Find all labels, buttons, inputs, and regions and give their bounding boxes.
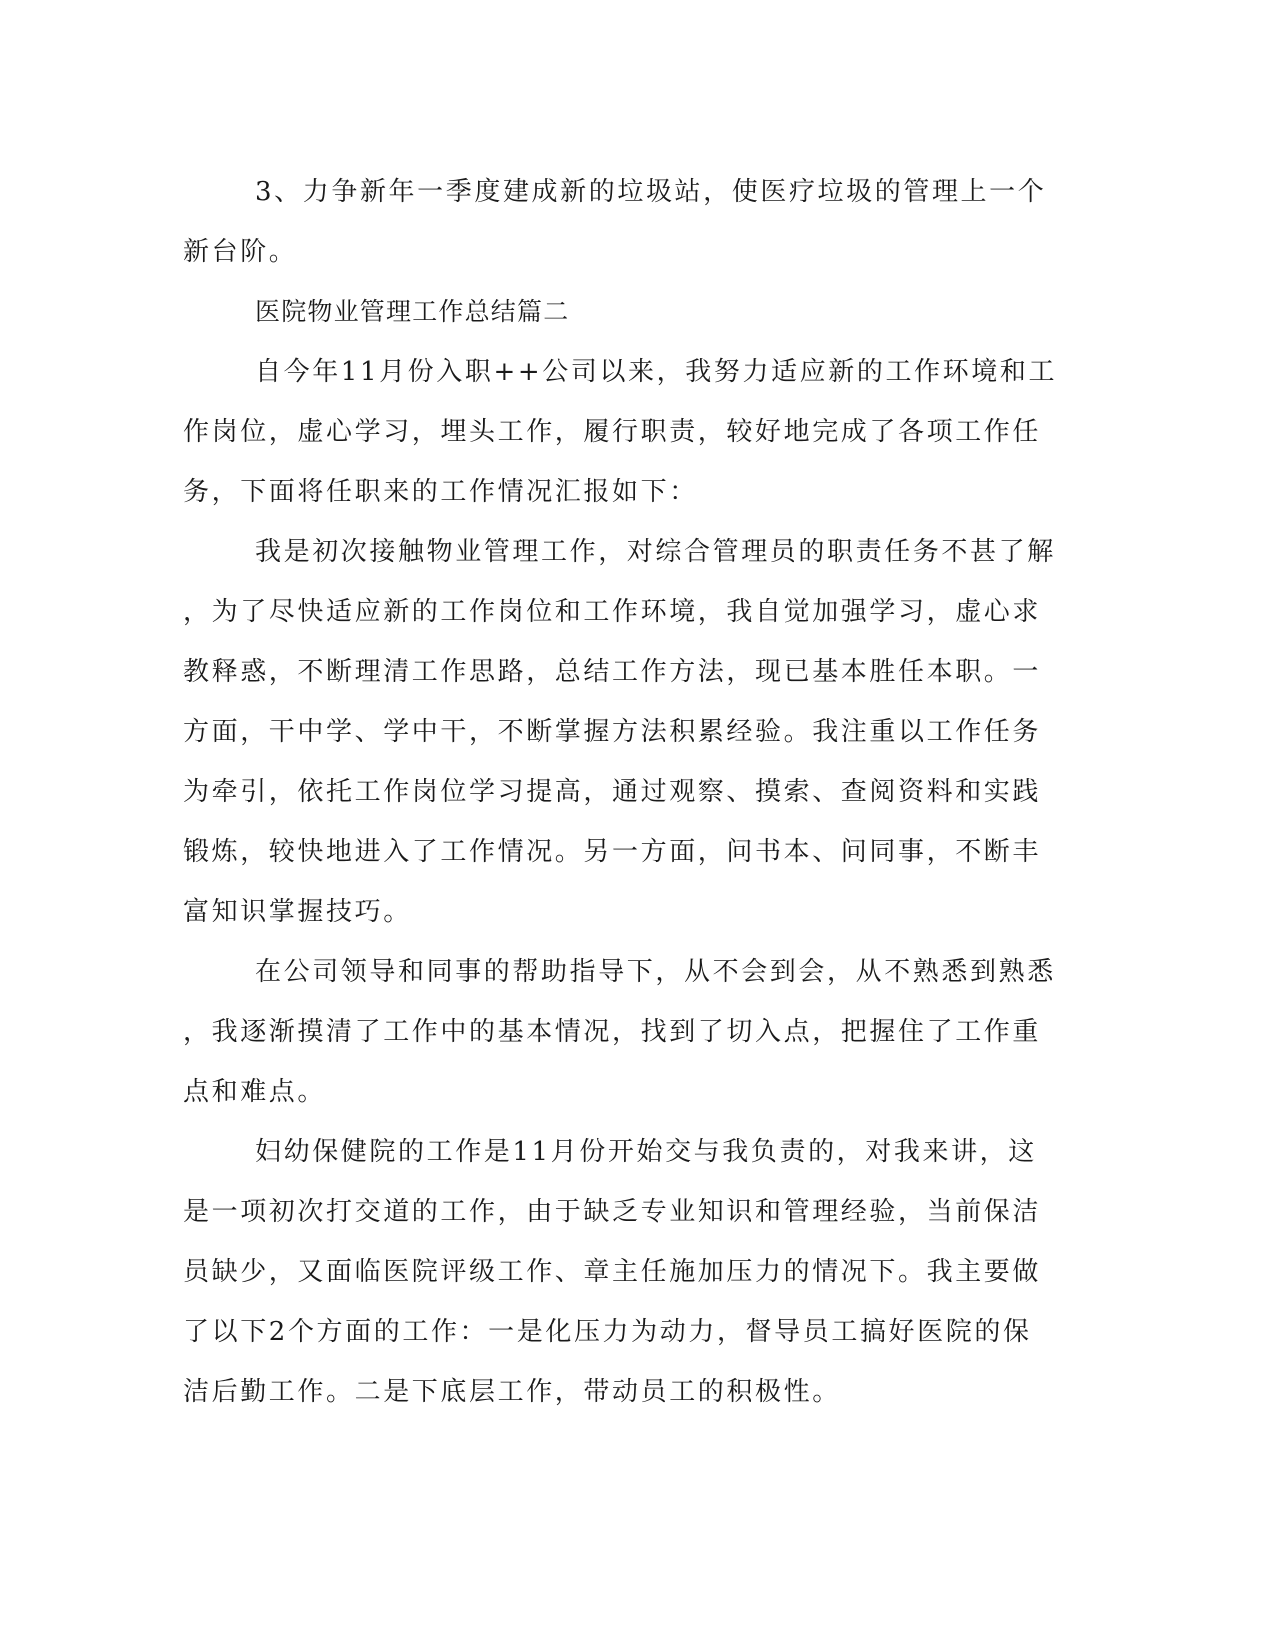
paragraph-line: 员缺少，又面临医院评级工作、章主任施加压力的情况下。我主要做 (183, 1257, 1042, 1287)
paragraph-line: 我是初次接触物业管理工作，对综合管理员的职责任务不甚了解 (255, 537, 1056, 567)
paragraph-line: ，我逐渐摸清了工作中的基本情况，找到了切入点，把握住了工作重 (183, 1017, 1042, 1047)
paragraph-line: ，为了尽快适应新的工作岗位和工作环境，我自觉加强学习，虚心求 (183, 597, 1042, 627)
paragraph-line: 3、力争新年一季度建成新的垃圾站，使医疗垃圾的管理上一个 (255, 177, 1047, 207)
paragraph-line: 作岗位，虚心学习，埋头工作，履行职责，较好地完成了各项工作任 (183, 417, 1042, 447)
paragraph-line: 方面，干中学、学中干，不断掌握方法积累经验。我注重以工作任务 (183, 717, 1042, 747)
section-heading: 医院物业管理工作总结篇二 (255, 297, 570, 326)
paragraph-line: 妇幼保健院的工作是11月份开始交与我负责的，对我来讲，这 (255, 1137, 1037, 1167)
paragraph-line: 富知识掌握技巧。 (183, 897, 412, 927)
paragraph-line: 在公司领导和同事的帮助指导下，从不会到会，从不熟悉到熟悉 (255, 957, 1056, 987)
paragraph-line: 点和难点。 (183, 1077, 327, 1107)
paragraph-line: 了以下2个方面的工作：一是化压力为动力，督导员工搞好医院的保 (183, 1317, 1032, 1347)
paragraph-line: 自今年11月份入职++公司以来，我努力适应新的工作环境和工 (255, 357, 1058, 387)
paragraph-line: 务，下面将任职来的工作情况汇报如下： (183, 477, 698, 507)
paragraph-line: 教释惑，不断理清工作思路，总结工作方法，现已基本胜任本职。一 (183, 657, 1042, 687)
paragraph-line: 为牵引，依托工作岗位学习提高，通过观察、摸索、查阅资料和实践 (183, 777, 1042, 807)
paragraph-line: 是一项初次打交道的工作，由于缺乏专业知识和管理经验，当前保洁 (183, 1197, 1042, 1227)
document-body (183, 162, 1063, 1422)
paragraph-line: 新台阶。 (183, 237, 298, 267)
paragraph-line: 洁后勤工作。二是下底层工作，带动员工的积极性。 (183, 1377, 841, 1407)
paragraph-line: 锻炼，较快地进入了工作情况。另一方面，问书本、问同事，不断丰 (183, 837, 1042, 867)
